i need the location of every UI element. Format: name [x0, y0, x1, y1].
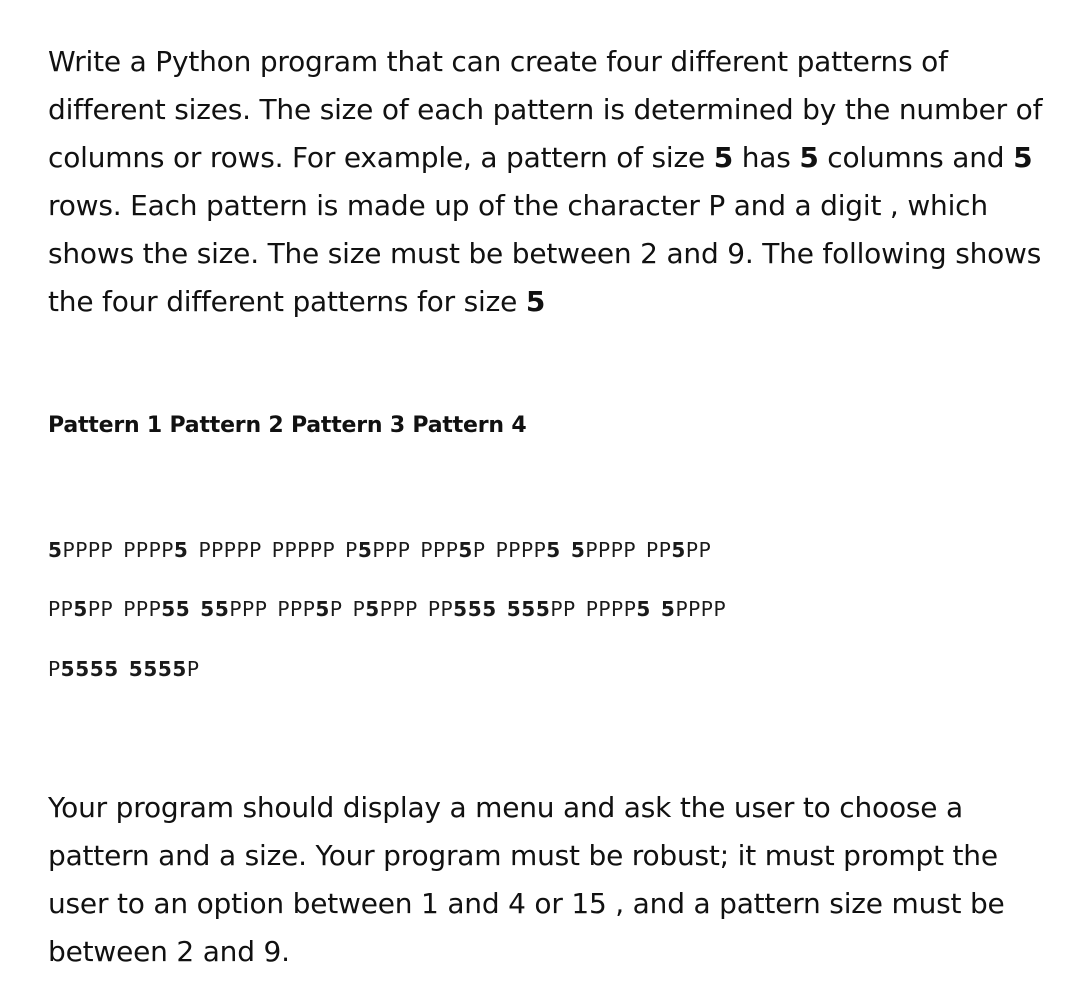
intro-line: different sizes. The size of each pattern is determined by the number of: [48, 93, 1043, 126]
pattern-token: PPP55: [123, 597, 191, 621]
pattern-token: P5PPP: [345, 538, 411, 562]
pattern-token: PP555: [427, 597, 497, 621]
pattern-token: 5PPPP: [660, 597, 727, 621]
pattern-token: 5PPPP: [570, 538, 637, 562]
size-value: 5: [713, 141, 734, 174]
pattern-token: PP5PP: [48, 597, 114, 621]
pattern-token: PPP5P: [420, 538, 486, 562]
pattern-token: 5555P: [128, 657, 200, 681]
size-value: 5: [799, 141, 819, 174]
pattern-heading: Pattern 1 Pattern 2 Pattern 3 Pattern 4: [48, 413, 527, 438]
intro-line: shows the size. The size must be between 2 and 9. The following shows: [48, 237, 1042, 270]
intro-line: [48, 134, 1058, 182]
intro-line: rows. Each pattern is made up of the character P and a digit , which: [48, 189, 988, 222]
intro-paragraph: [48, 38, 1058, 326]
pattern-row-2: [48, 597, 726, 621]
outro-line: user to an option between 1 and 4 or 15 , and a pattern size must be: [48, 887, 1005, 920]
pattern-token: PP5PP: [646, 538, 712, 562]
pattern-token: PPPP5: [585, 597, 651, 621]
pattern-row-1: [48, 538, 711, 562]
intro-text: columns and: [818, 141, 1014, 174]
pattern-token: 5PPPP: [48, 538, 114, 562]
intro-text: columns or rows. For example, a pattern of size: [48, 141, 714, 174]
pattern-token: PPPPP: [271, 538, 336, 562]
pattern-token: 55PPP: [200, 597, 268, 621]
size-value: 5: [1013, 141, 1033, 174]
outro-line: Your program should display a menu and ask the user to choose a: [48, 791, 963, 824]
pattern-row-3: [48, 657, 200, 681]
pattern-token: PPPPP: [198, 538, 262, 562]
intro-text: has: [733, 141, 800, 174]
intro-line: [48, 278, 1058, 326]
pattern-token: PPPP5: [495, 538, 561, 562]
outro-paragraph: [48, 784, 1058, 976]
pattern-token: 555PP: [506, 597, 576, 621]
pattern-token: P5PPP: [352, 597, 418, 621]
pattern-token: PPPP5: [123, 538, 189, 562]
intro-line: Write a Python program that can create four different patterns of: [48, 45, 948, 78]
pattern-token: P5555: [48, 657, 119, 681]
size-value: 5: [525, 285, 546, 318]
intro-text: the four different patterns for size: [48, 285, 526, 318]
outro-line: pattern and a size. Your program must be robust; it must prompt the: [48, 839, 998, 872]
outro-line: between 2 and 9.: [48, 935, 290, 968]
pattern-token: PPP5P: [277, 597, 343, 621]
